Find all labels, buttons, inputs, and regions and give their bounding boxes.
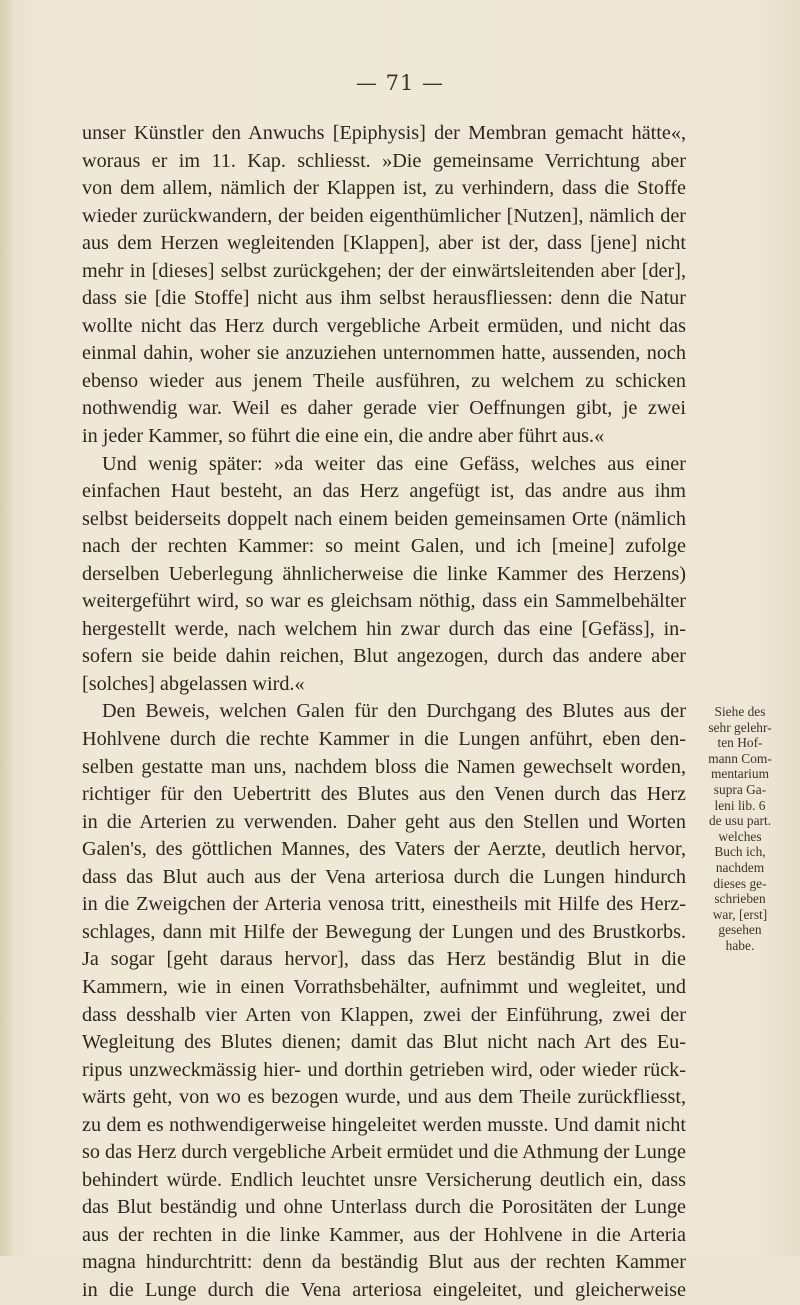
margin-note-line: welches <box>718 828 762 844</box>
text-line: dass desshalb vier Arten von Klappen, zwei der Einführung, zwei der <box>82 1003 686 1026</box>
text-line: magna hindurchtritt: denn da beständig Blut aus der rechten Kammer <box>82 1251 686 1274</box>
margin-note-line: ten Hof- <box>717 735 763 751</box>
text-line: weitergeführt wird, so war es gleichsam nöthig, dass ein Sammelbehälter <box>82 590 686 613</box>
text-line: nothwendig war. Weil es daher gerade vier Oeffnungen gibt, je zwei <box>82 397 686 420</box>
margin-note-line: gesehen <box>718 922 762 938</box>
text-line: sofern sie beide dahin reichen, Blut angezogen, durch das andere aber <box>82 645 686 668</box>
text-line: Den Beweis, welchen Galen für den Durchgang des Blutes aus der <box>102 700 686 723</box>
text-line: von dem allem, nämlich der Klappen ist, zu verhindern, dass die Stoffe <box>82 177 686 200</box>
text-line: unser Künstler den Anwuchs [Epiphysis] der Membran gemacht hätte«, <box>82 122 686 144</box>
margin-note <box>700 704 780 954</box>
margin-note-line: schrieben <box>714 891 766 907</box>
margin-note-line: habe. <box>725 937 755 953</box>
text-line: zu dem es nothwendigerweise hingeleitet werden musste. Und damit nicht <box>82 1113 686 1136</box>
text-line: einfachen Haut besteht, an das Herz angefügt ist, das andre aus ihm <box>82 480 686 503</box>
text-line: aus dem Herzen wegleitenden [Klappen], aber ist der, dass [jene] nicht <box>82 232 686 255</box>
text-line: wollte nicht das Herz durch vergebliche Arbeit ermüden, und nicht das <box>82 314 686 337</box>
margin-note-line: Buch ich, <box>714 844 766 860</box>
text-line: Wegleitung des Blutes dienen; damit das Blut nicht nach Art des Eu- <box>82 1031 686 1054</box>
text-line: selben gestatte man uns, nachdem bloss die Namen gewechselt worden, <box>82 755 686 778</box>
margin-note-line: war, [erst] <box>712 906 768 922</box>
text-line: dass das Blut auch aus der Vena arteriosa durch die Lungen hindurch <box>82 865 686 888</box>
text-line: wärts geht, von wo es bezogen wurde, und aus dem Theile zurückfliesst, <box>82 1086 686 1109</box>
text-line: in die Zweigchen der Arteria venosa tritt, einestheils mit Hilfe des Herz- <box>82 893 686 916</box>
text-line: aus der rechten in die linke Kammer, aus der Hohlvene in die Arteria <box>82 1223 686 1246</box>
text-line: Und wenig später: »da weiter das eine Gefäss, welches aus einer <box>102 452 686 475</box>
margin-note-line: Siehe des <box>714 704 766 719</box>
text-line: ripus unzweckmässig hier- und dorthin getrieben wird, oder wieder rück- <box>82 1058 686 1081</box>
text-line: Hohlvene durch die rechte Kammer in die Lungen anführt, eben den- <box>82 728 686 751</box>
text-line: Galen's, des göttlichen Mannes, des Vaters der Aerzte, deutlich hervor, <box>82 838 686 861</box>
page-number: — 71 — <box>355 71 445 95</box>
text-line: derselben Ueberlegung ähnlicherweise die linke Kammer des Herzens) <box>82 562 686 585</box>
margin-note-line: supra Ga- <box>713 781 767 797</box>
margin-note-line: mann Com- <box>708 750 772 766</box>
text-line: mehr in [dieses] selbst zurückgehen; der der einwärtsleitenden aber [der], <box>82 259 686 282</box>
text-line: [solches] abgelassen wird.« <box>82 672 305 695</box>
text-line: woraus er im 11. Kap. schliesst. »Die gemeinsame Verrichtung aber <box>82 149 686 172</box>
text-line: das Blut beständig und ohne Unterlass durch die Porositäten der Lunge <box>82 1196 686 1219</box>
text-line: wieder zurückwandern, der beiden eigenthümlicher [Nutzen], nämlich der <box>82 204 686 227</box>
margin-note-line: de usu part. <box>708 813 772 829</box>
text-line: selbst beiderseits doppelt nach einem beiden gemeinsamen Orte (nämlich <box>82 507 686 530</box>
text-line: schlages, dann mit Hilfe der Bewegung der Lungen und des Brustkorbs. <box>82 920 686 943</box>
text-line: ebenso wieder aus jenem Theile ausführen, zu welchem zu schicken <box>82 369 686 392</box>
text-line: hergestellt werde, nach welchem hin zwar durch das eine [Gefäss], in- <box>82 617 686 640</box>
margin-note-line: nachdem <box>715 859 765 875</box>
margin-note-line: sehr gelehr- <box>708 719 772 735</box>
text-line: in die Lunge durch die Vena arteriosa eingeleitet, und gleicherweise <box>82 1278 686 1301</box>
text-line: nach der rechten Kammer: so meint Galen, und ich [meine] zufolge <box>82 535 686 558</box>
text-line: richtiger für den Uebertritt des Blutes aus den Venen durch das Herz <box>82 783 686 806</box>
margin-note-line: leni lib. 6 <box>714 797 766 813</box>
text-line: dass sie [die Stoffe] nicht aus ihm selbst herausfliessen: denn die Natur <box>82 287 686 310</box>
text-line: Kammern, wie in einen Vorrathsbehälter, aufnimmt und wegleitet, und <box>82 975 686 998</box>
text-line: behindert würde. Endlich leuchtet unsre Versicherung deutlich ein, dass <box>82 1168 686 1191</box>
text-line: in die Arterien zu verwenden. Daher geht aus den Stellen und Worten <box>82 810 686 833</box>
text-line: Ja sogar [geht daraus hervor], dass das Herz beständig Blut in die <box>82 948 686 971</box>
margin-note-line: dieses ge- <box>713 875 767 891</box>
text-line: in jeder Kammer, so führt die eine ein, die andre aber führt aus.« <box>82 425 605 448</box>
text-line: so das Herz durch vergebliche Arbeit ermüdet und die Athmung der Lunge <box>82 1141 686 1164</box>
body-text <box>82 120 686 1305</box>
text-line: einmal dahin, woher sie anzuziehen unternommen hatte, aussenden, noch <box>82 342 686 365</box>
margin-note-line: mentarium <box>710 766 769 782</box>
